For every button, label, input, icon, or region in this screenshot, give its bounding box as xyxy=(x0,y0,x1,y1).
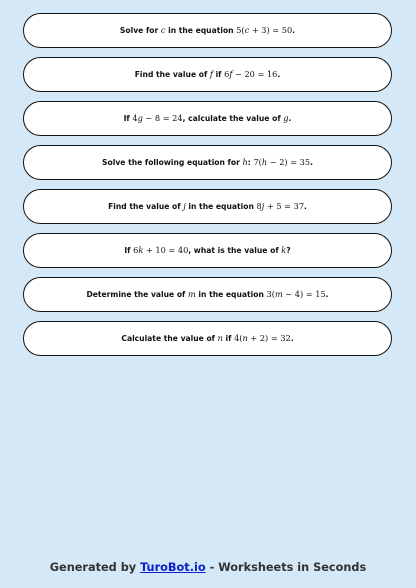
question-text xyxy=(135,70,281,79)
math-expression: + 2) = 32 xyxy=(247,333,291,344)
math-expression: − 2) = 35 xyxy=(267,157,311,168)
question-text-part: Find the value of xyxy=(108,202,184,212)
question-text-part: . xyxy=(310,158,313,168)
math-expression: − 8 = 24 xyxy=(142,113,183,124)
question-text-part: in the equation xyxy=(185,202,257,212)
question-text-part: if xyxy=(212,70,225,80)
question-text-part: ? xyxy=(286,246,291,256)
math-expression: 6 xyxy=(224,69,230,80)
math-expression: g xyxy=(137,113,143,124)
question-text-part: . xyxy=(277,70,281,80)
math-expression: m xyxy=(188,289,196,300)
math-expression: f xyxy=(229,69,233,80)
question-text-part: in the equation xyxy=(165,26,237,36)
turobot-link[interactable]: TuroBot.io xyxy=(140,561,206,574)
question-text-part: . xyxy=(288,114,292,124)
math-expression: g xyxy=(283,113,289,124)
math-expression: k xyxy=(281,245,287,256)
math-expression: − 4) = 15 xyxy=(282,289,326,300)
math-expression: m xyxy=(274,289,283,300)
math-expression: j xyxy=(261,201,265,212)
math-expression: + 10 = 40 xyxy=(143,245,189,256)
question-text xyxy=(124,114,292,123)
math-expression: − 20 = 16 xyxy=(232,69,278,80)
question-card-8 xyxy=(23,321,392,356)
question-text-part: . xyxy=(290,334,294,344)
math-expression: 4 xyxy=(132,113,138,124)
math-expression: j xyxy=(183,201,186,212)
math-expression: 7( xyxy=(253,157,262,168)
question-text-part: If xyxy=(123,114,133,124)
math-expression: n xyxy=(242,333,248,344)
math-expression: 5( xyxy=(236,25,245,36)
question-text-part: , calculate the value of xyxy=(182,114,284,124)
math-expression: k xyxy=(138,245,144,256)
math-expression: h xyxy=(261,157,268,168)
question-card-4 xyxy=(23,145,392,180)
question-card-5 xyxy=(23,189,392,224)
question-text-part: . xyxy=(304,202,307,212)
question-text-part: in the equation xyxy=(195,290,267,300)
footer-prefix: Generated by xyxy=(49,561,141,574)
math-expression: c xyxy=(244,25,250,36)
question-text-part: Solve for xyxy=(119,26,161,36)
question-card-2 xyxy=(23,57,392,92)
math-expression: 3( xyxy=(266,289,275,300)
question-list xyxy=(23,13,393,365)
math-expression: + 5 = 37 xyxy=(264,201,305,212)
question-text xyxy=(124,246,290,255)
question-card-7 xyxy=(23,277,392,312)
question-text-part: . xyxy=(325,290,329,300)
question-card-6 xyxy=(23,233,392,268)
question-text-part: if xyxy=(222,334,235,344)
question-text-part: Solve the following equation for xyxy=(102,158,243,168)
question-card-1 xyxy=(23,13,392,48)
question-text-part: , what is the value of xyxy=(188,246,282,256)
math-expression: c xyxy=(160,25,166,36)
math-expression: + 3) = 50 xyxy=(249,25,293,36)
math-expression: f xyxy=(209,69,213,80)
question-card-3 xyxy=(23,101,392,136)
footer xyxy=(0,561,416,574)
question-text-part: Determine the value of xyxy=(86,290,189,300)
question-text xyxy=(108,202,307,211)
question-text xyxy=(120,26,295,35)
question-text xyxy=(86,290,328,299)
question-text xyxy=(121,334,293,343)
math-expression: 6 xyxy=(133,245,139,256)
question-text xyxy=(102,158,313,167)
math-expression: n xyxy=(217,333,223,344)
math-expression: 4( xyxy=(234,333,243,344)
question-text-part: Find the value of xyxy=(134,70,210,80)
question-text-part: : xyxy=(247,158,254,168)
question-text-part: . xyxy=(292,26,296,36)
math-expression: 8 xyxy=(256,201,262,212)
footer-suffix: - Worksheets in Seconds xyxy=(205,561,367,574)
question-text-part: Calculate the value of xyxy=(121,334,218,344)
math-expression: h xyxy=(242,157,248,168)
question-text-part: If xyxy=(124,246,134,256)
